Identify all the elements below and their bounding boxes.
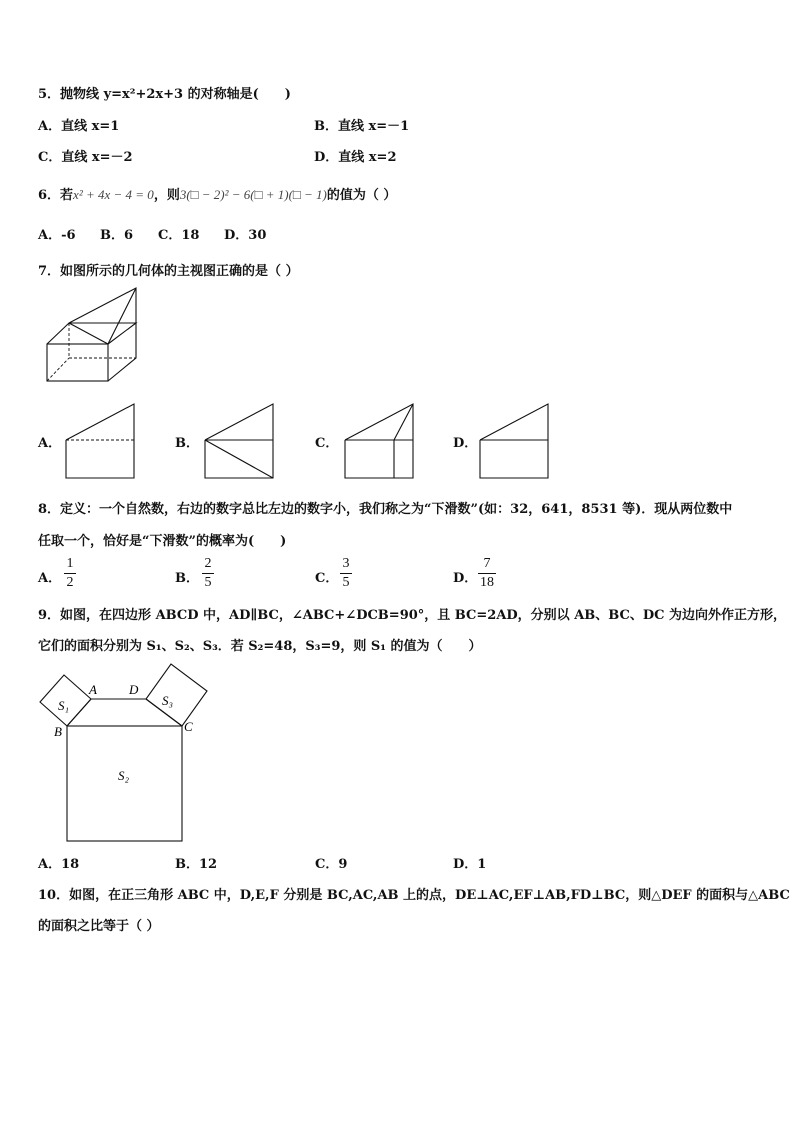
q9-label-s2: S₂ — [118, 768, 130, 783]
q10-stem-line1: 10．如图，在正三角形 ABC 中，D,E,F 分别是 BC,AC,AB 上的点，DE⊥AC,EF⊥AB,FD⊥BC，则△DEF 的面积与△ABC — [38, 888, 790, 903]
numerator: 3 — [342, 556, 350, 571]
q8-stem-line1: 8．定义：一个自然数，右边的数字总比左边的数字小，我们称之为“下滑数”(如：32，641，8531 等)．现从两位数中 — [38, 502, 733, 517]
denominator: 2 — [66, 575, 74, 590]
q7-option-a-letter: A． — [38, 436, 62, 451]
denominator: 18 — [480, 575, 494, 590]
q8-option-a-fraction — [64, 556, 76, 591]
q9-figure — [36, 672, 212, 844]
q8-option-b-letter: B． — [175, 571, 199, 586]
q8-option-d-letter: D． — [453, 571, 478, 586]
q9-label-c: C — [184, 719, 193, 734]
q7-option-d-letter: D． — [453, 436, 478, 451]
q10-stem-line2: 的面积之比等于（ ） — [38, 919, 160, 934]
q8-option-a-letter: A． — [38, 571, 62, 586]
q6-option-c: C．18 — [158, 228, 200, 243]
q6-equation: x² + 4x − 4 = 0 — [73, 187, 154, 202]
q6-option-d: D．30 — [224, 228, 267, 243]
q6-option-a: A．-6 — [38, 228, 76, 243]
q7-stem: 7．如图所示的几何体的主视图正确的是（ ） — [38, 264, 299, 279]
q9-stem-line2: 它们的面积分别为 S₁、S₂、S₃．若 S₂=48，S₃=9，则 S₁ 的值为（ ） — [38, 639, 482, 654]
q6-mid: ，则 — [153, 188, 180, 203]
q9-label-b: B — [54, 724, 62, 739]
q9-stem-line1: 9．如图，在四边形 ABCD 中，AD∥BC，∠ABC+∠DCB=90°，且 BC=2AD，分别以 AB、BC、DC 为边向外作正方形， — [38, 608, 787, 623]
q5-option-d: D．直线 x=2 — [314, 150, 397, 165]
q7-option-a-figure — [64, 402, 136, 480]
q8-option-d-fraction — [478, 556, 496, 591]
q7-option-b-letter: B． — [175, 436, 199, 451]
q9-option-d: D．1 — [453, 857, 487, 872]
q7-option-d-figure — [478, 402, 550, 480]
q9-label-d: D — [129, 682, 139, 697]
q9-option-b: B．12 — [175, 857, 218, 872]
q8-option-c-fraction — [340, 556, 352, 591]
numerator: 1 — [66, 556, 74, 571]
q5-stem: 5．抛物线 y=x²+2x+3 的对称轴是( ) — [38, 87, 291, 102]
q5-option-a: A．直线 x=1 — [38, 119, 120, 134]
q7-option-b-figure — [203, 402, 275, 480]
numerator: 2 — [204, 556, 212, 571]
denominator: 5 — [342, 575, 350, 590]
q9-option-a: A．18 — [38, 857, 80, 872]
q9-label-a: A — [89, 682, 97, 697]
q8-option-c-letter: C． — [315, 571, 339, 586]
q8-stem-line2: 任取一个，恰好是“下滑数”的概率为( ) — [38, 534, 287, 549]
q7-solid-figure — [40, 286, 140, 386]
q9-label-s1: S₁ — [58, 698, 70, 713]
q5-option-b: B．直线 x=－1 — [314, 119, 410, 134]
numerator: 7 — [483, 556, 491, 571]
q7-option-c-figure — [343, 402, 415, 480]
q5-option-c: C．直线 x=－2 — [38, 150, 133, 165]
denominator: 5 — [204, 575, 212, 590]
q9-option-c: C．9 — [315, 857, 348, 872]
q8-option-b-fraction — [202, 556, 214, 591]
q6-stem — [38, 184, 396, 203]
q6-expression: 3(□ − 2)² − 6(□ + 1)(□ − 1) — [179, 187, 327, 202]
q9-label-s3: S₃ — [162, 693, 174, 708]
q6-prefix: 6．若 — [38, 188, 74, 203]
q6-option-b: B．6 — [100, 228, 134, 243]
q7-option-c-letter: C． — [315, 436, 339, 451]
q6-suffix: 的值为（ ） — [326, 188, 397, 203]
